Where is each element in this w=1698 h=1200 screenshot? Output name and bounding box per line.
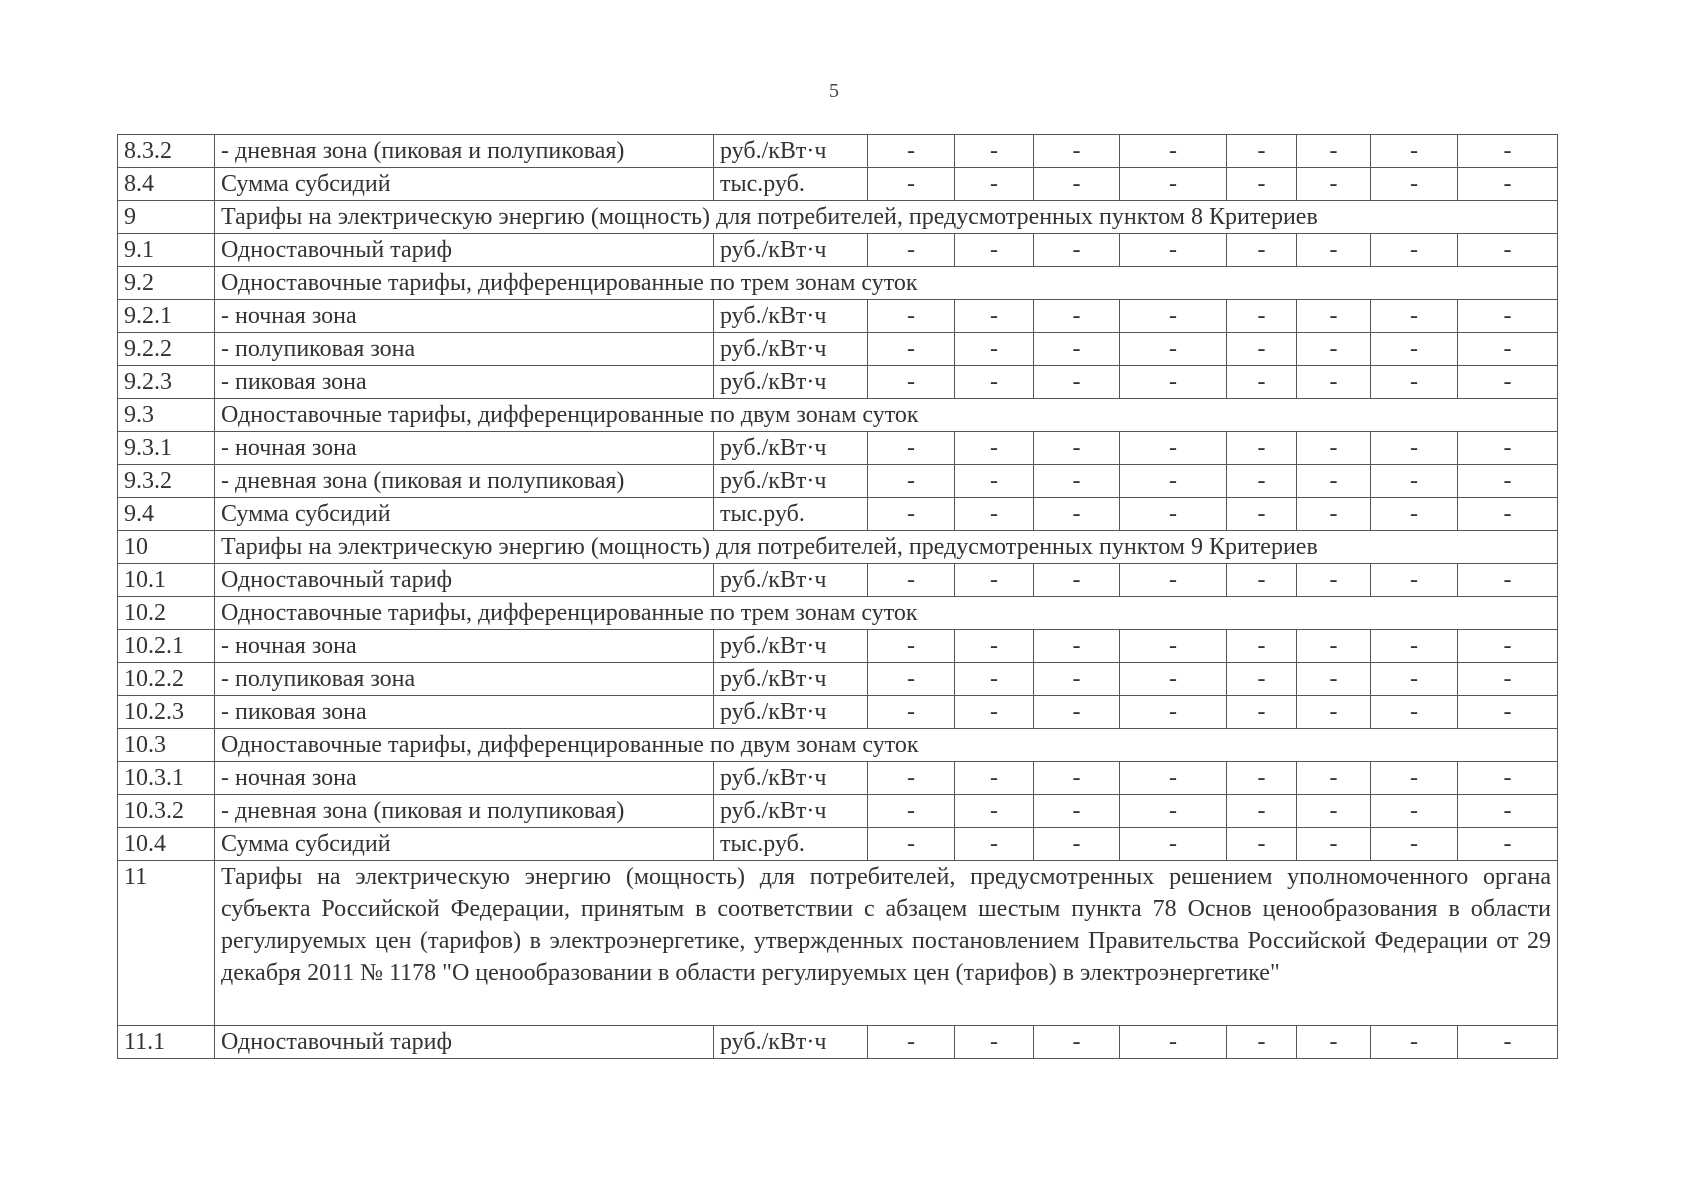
row-number: 9.1: [118, 234, 215, 267]
value-cell: -: [1120, 762, 1227, 795]
value-cell: -: [1227, 564, 1297, 597]
row-number: 9.2.1: [118, 300, 215, 333]
value-cell: -: [1227, 333, 1297, 366]
row-unit: руб./кВт·ч: [714, 300, 868, 333]
value-cell: -: [868, 828, 955, 861]
row-unit: руб./кВт·ч: [714, 465, 868, 498]
value-cell: -: [1297, 168, 1371, 201]
value-cell: -: [1120, 168, 1227, 201]
row-label: - ночная зона: [215, 300, 714, 333]
table-row: [118, 795, 1558, 828]
row-label: - полупиковая зона: [215, 663, 714, 696]
value-cell: -: [1034, 564, 1120, 597]
row-label: - дневная зона (пиковая и полупиковая): [215, 795, 714, 828]
value-cell: -: [1120, 432, 1227, 465]
section-heading: Одноставочные тарифы, дифференцированные по двум зонам суток: [215, 399, 1558, 432]
row-label: Одноставочный тариф: [215, 234, 714, 267]
row-number: 10.1: [118, 564, 215, 597]
table-row: [118, 135, 1558, 168]
value-cell: -: [1458, 432, 1558, 465]
section-heading: Одноставочные тарифы, дифференцированные по двум зонам суток: [215, 729, 1558, 762]
value-cell: -: [955, 234, 1034, 267]
value-cell: -: [1458, 333, 1558, 366]
row-unit: тыс.руб.: [714, 828, 868, 861]
row-label: - пиковая зона: [215, 366, 714, 399]
value-cell: -: [1227, 696, 1297, 729]
value-cell: -: [1227, 663, 1297, 696]
row-unit: руб./кВт·ч: [714, 564, 868, 597]
value-cell: -: [868, 234, 955, 267]
value-cell: -: [868, 762, 955, 795]
value-cell: -: [1371, 564, 1458, 597]
value-cell: -: [1458, 366, 1558, 399]
value-cell: -: [1034, 333, 1120, 366]
value-cell: -: [868, 135, 955, 168]
value-cell: -: [1297, 465, 1371, 498]
value-cell: -: [1371, 465, 1458, 498]
tariff-table-body: [118, 135, 1558, 1059]
value-cell: -: [1034, 300, 1120, 333]
table-row: [118, 333, 1558, 366]
value-cell: -: [1227, 465, 1297, 498]
value-cell: -: [1458, 630, 1558, 663]
value-cell: -: [1371, 1026, 1458, 1059]
value-cell: -: [1034, 234, 1120, 267]
value-cell: -: [1297, 795, 1371, 828]
value-cell: -: [868, 498, 955, 531]
value-cell: -: [955, 366, 1034, 399]
value-cell: -: [1034, 432, 1120, 465]
value-cell: -: [1227, 168, 1297, 201]
value-cell: -: [1227, 432, 1297, 465]
value-cell: -: [1034, 366, 1120, 399]
table-row: [118, 168, 1558, 201]
section-heading: Тарифы на электрическую энергию (мощность) для потребителей, предусмотренных пунктом 9 Критериев: [215, 531, 1558, 564]
value-cell: -: [1297, 696, 1371, 729]
value-cell: -: [1458, 564, 1558, 597]
row-number: 8.4: [118, 168, 215, 201]
row-unit: руб./кВт·ч: [714, 1026, 868, 1059]
value-cell: -: [1297, 630, 1371, 663]
row-label: - ночная зона: [215, 432, 714, 465]
value-cell: -: [1371, 630, 1458, 663]
value-cell: -: [1227, 795, 1297, 828]
value-cell: -: [1371, 168, 1458, 201]
value-cell: -: [955, 498, 1034, 531]
value-cell: -: [1120, 795, 1227, 828]
value-cell: -: [1297, 366, 1371, 399]
value-cell: -: [868, 1026, 955, 1059]
row-unit: руб./кВт·ч: [714, 795, 868, 828]
table-row: [118, 234, 1558, 267]
value-cell: -: [1120, 366, 1227, 399]
value-cell: -: [868, 630, 955, 663]
row-unit: руб./кВт·ч: [714, 762, 868, 795]
row-label: Одноставочный тариф: [215, 564, 714, 597]
value-cell: -: [955, 762, 1034, 795]
table-row: [118, 366, 1558, 399]
value-cell: -: [868, 333, 955, 366]
value-cell: -: [1458, 168, 1558, 201]
value-cell: -: [955, 630, 1034, 663]
table-row: [118, 498, 1558, 531]
section-heading: Тарифы на электрическую энергию (мощность) для потребителей, предусмотренных пунктом 8 Критериев: [215, 201, 1558, 234]
table-row: [118, 399, 1558, 432]
value-cell: -: [1034, 696, 1120, 729]
row-number: 11: [118, 861, 215, 1026]
value-cell: -: [955, 828, 1034, 861]
section-heading: Одноставочные тарифы, дифференцированные по трем зонам суток: [215, 267, 1558, 300]
row-number: 9.2.3: [118, 366, 215, 399]
row-number: 9.3.2: [118, 465, 215, 498]
row-label: - ночная зона: [215, 630, 714, 663]
row-number: 10.4: [118, 828, 215, 861]
table-row: [118, 597, 1558, 630]
value-cell: -: [1297, 135, 1371, 168]
table-row: [118, 696, 1558, 729]
table-row: [118, 729, 1558, 762]
value-cell: -: [955, 696, 1034, 729]
section-heading: Тарифы на электрическую энергию (мощность) для потребителей, предусмотренных решением уполномоченного органа субъекта Российской Федерации, принятым в соответствии с абзацем шестым пункта 78 Основ ценообразования в области регулируемых цен (тарифов) в электроэнергетике, утвержденных постановлением Правительства Российской Федерации от 29 декабря 2011 № 1178 "О ценообразовании в области регулируемых цен (тарифов) в электроэнергетике": [215, 861, 1558, 1026]
value-cell: -: [1120, 828, 1227, 861]
value-cell: -: [1458, 762, 1558, 795]
value-cell: -: [1297, 762, 1371, 795]
value-cell: -: [1227, 1026, 1297, 1059]
value-cell: -: [868, 663, 955, 696]
row-label: - полупиковая зона: [215, 333, 714, 366]
value-cell: -: [1297, 663, 1371, 696]
value-cell: -: [955, 168, 1034, 201]
row-unit: руб./кВт·ч: [714, 135, 868, 168]
value-cell: -: [1297, 300, 1371, 333]
value-cell: -: [1458, 234, 1558, 267]
value-cell: -: [1371, 234, 1458, 267]
value-cell: -: [1297, 1026, 1371, 1059]
row-number: 9: [118, 201, 215, 234]
value-cell: -: [868, 366, 955, 399]
tariff-table: [117, 134, 1558, 1059]
value-cell: -: [955, 1026, 1034, 1059]
value-cell: -: [1120, 234, 1227, 267]
row-unit: руб./кВт·ч: [714, 432, 868, 465]
value-cell: -: [1371, 135, 1458, 168]
value-cell: -: [1458, 795, 1558, 828]
page-number: 5: [829, 80, 839, 102]
row-label: Сумма субсидий: [215, 498, 714, 531]
value-cell: -: [1371, 498, 1458, 531]
value-cell: -: [868, 696, 955, 729]
table-row: [118, 663, 1558, 696]
value-cell: -: [1227, 135, 1297, 168]
value-cell: -: [955, 795, 1034, 828]
row-label: - дневная зона (пиковая и полупиковая): [215, 135, 714, 168]
table-row: [118, 564, 1558, 597]
value-cell: -: [1120, 663, 1227, 696]
value-cell: -: [1371, 663, 1458, 696]
value-cell: -: [955, 135, 1034, 168]
value-cell: -: [1034, 465, 1120, 498]
value-cell: -: [1034, 762, 1120, 795]
value-cell: -: [1458, 1026, 1558, 1059]
table-row: [118, 432, 1558, 465]
row-unit: руб./кВт·ч: [714, 630, 868, 663]
value-cell: -: [1120, 300, 1227, 333]
value-cell: -: [1120, 630, 1227, 663]
value-cell: -: [1371, 333, 1458, 366]
table-row: [118, 1026, 1558, 1059]
row-number: 10.3.1: [118, 762, 215, 795]
value-cell: -: [1227, 234, 1297, 267]
value-cell: -: [1458, 300, 1558, 333]
table-row: [118, 861, 1558, 1026]
value-cell: -: [1034, 795, 1120, 828]
row-label: Одноставочный тариф: [215, 1026, 714, 1059]
value-cell: -: [1458, 696, 1558, 729]
value-cell: -: [1458, 465, 1558, 498]
row-number: 10.2.1: [118, 630, 215, 663]
value-cell: -: [1371, 762, 1458, 795]
row-unit: руб./кВт·ч: [714, 333, 868, 366]
value-cell: -: [1034, 663, 1120, 696]
value-cell: -: [1034, 498, 1120, 531]
value-cell: -: [1458, 828, 1558, 861]
value-cell: -: [1458, 498, 1558, 531]
value-cell: -: [868, 564, 955, 597]
value-cell: -: [1034, 1026, 1120, 1059]
section-heading: Одноставочные тарифы, дифференцированные по трем зонам суток: [215, 597, 1558, 630]
value-cell: -: [1227, 828, 1297, 861]
value-cell: -: [1371, 432, 1458, 465]
row-number: 10.2.3: [118, 696, 215, 729]
value-cell: -: [868, 432, 955, 465]
value-cell: -: [1297, 828, 1371, 861]
table-row: [118, 762, 1558, 795]
value-cell: -: [1458, 135, 1558, 168]
row-unit: руб./кВт·ч: [714, 663, 868, 696]
value-cell: -: [955, 564, 1034, 597]
value-cell: -: [1297, 564, 1371, 597]
table-row: [118, 300, 1558, 333]
value-cell: -: [1034, 828, 1120, 861]
table-row: [118, 465, 1558, 498]
value-cell: -: [955, 465, 1034, 498]
value-cell: -: [1297, 333, 1371, 366]
row-number: 10.3: [118, 729, 215, 762]
row-label: - дневная зона (пиковая и полупиковая): [215, 465, 714, 498]
value-cell: -: [1227, 630, 1297, 663]
row-label: Сумма субсидий: [215, 168, 714, 201]
value-cell: -: [1371, 366, 1458, 399]
row-label: Сумма субсидий: [215, 828, 714, 861]
row-label: - пиковая зона: [215, 696, 714, 729]
table-row: [118, 531, 1558, 564]
value-cell: -: [1120, 465, 1227, 498]
value-cell: -: [1227, 300, 1297, 333]
value-cell: -: [1120, 333, 1227, 366]
value-cell: -: [955, 432, 1034, 465]
row-number: 9.2.2: [118, 333, 215, 366]
value-cell: -: [1371, 828, 1458, 861]
row-unit: руб./кВт·ч: [714, 696, 868, 729]
row-number: 8.3.2: [118, 135, 215, 168]
value-cell: -: [868, 465, 955, 498]
value-cell: -: [1034, 135, 1120, 168]
value-cell: -: [1120, 135, 1227, 168]
value-cell: -: [1120, 696, 1227, 729]
value-cell: -: [1120, 498, 1227, 531]
row-number: 9.3.1: [118, 432, 215, 465]
value-cell: -: [955, 663, 1034, 696]
row-number: 10.2.2: [118, 663, 215, 696]
row-unit: тыс.руб.: [714, 168, 868, 201]
value-cell: -: [1297, 432, 1371, 465]
value-cell: -: [1034, 630, 1120, 663]
value-cell: -: [1227, 498, 1297, 531]
value-cell: -: [1227, 366, 1297, 399]
row-number: 10.2: [118, 597, 215, 630]
row-unit: руб./кВт·ч: [714, 234, 868, 267]
value-cell: -: [955, 300, 1034, 333]
table-row: [118, 201, 1558, 234]
value-cell: -: [1458, 663, 1558, 696]
value-cell: -: [1227, 762, 1297, 795]
row-number: 9.4: [118, 498, 215, 531]
row-unit: тыс.руб.: [714, 498, 868, 531]
value-cell: -: [1297, 498, 1371, 531]
value-cell: -: [1371, 300, 1458, 333]
row-number: 9.3: [118, 399, 215, 432]
value-cell: -: [868, 300, 955, 333]
value-cell: -: [1371, 696, 1458, 729]
row-number: 10: [118, 531, 215, 564]
row-number: 11.1: [118, 1026, 215, 1059]
value-cell: -: [1120, 564, 1227, 597]
value-cell: -: [1297, 234, 1371, 267]
table-row: [118, 267, 1558, 300]
value-cell: -: [868, 795, 955, 828]
value-cell: -: [1371, 795, 1458, 828]
table-row: [118, 630, 1558, 663]
row-unit: руб./кВт·ч: [714, 366, 868, 399]
table-row: [118, 828, 1558, 861]
value-cell: -: [955, 333, 1034, 366]
value-cell: -: [868, 168, 955, 201]
row-number: 10.3.2: [118, 795, 215, 828]
row-number: 9.2: [118, 267, 215, 300]
value-cell: -: [1034, 168, 1120, 201]
row-label: - ночная зона: [215, 762, 714, 795]
value-cell: -: [1120, 1026, 1227, 1059]
